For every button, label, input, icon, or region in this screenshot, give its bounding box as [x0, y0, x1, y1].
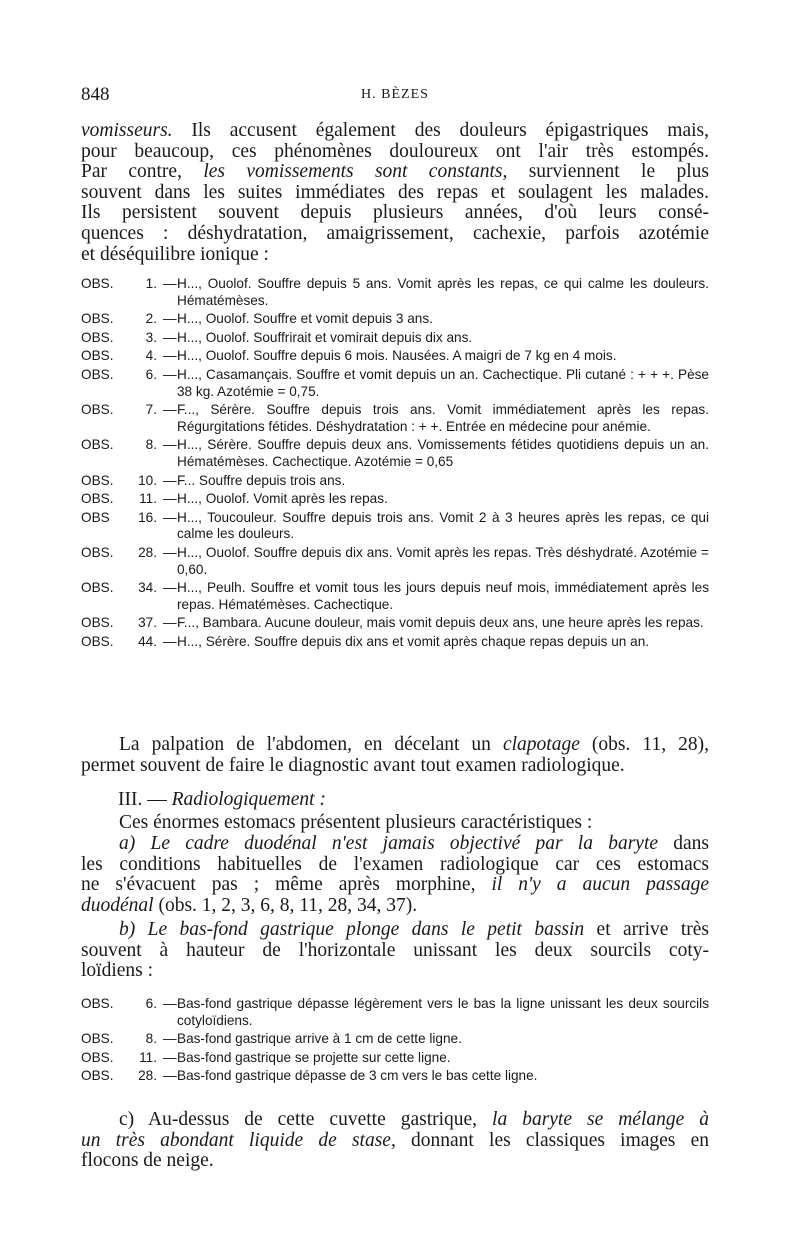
observation-label: OBS.: [81, 276, 114, 291]
observation-label: OBS.: [81, 544, 114, 560]
section-heading-radiology: III. — Radiologiquement :: [118, 789, 326, 810]
observation-entry: [81, 402, 709, 435]
page-header: [81, 84, 709, 108]
em-dash: —: [163, 996, 177, 1011]
em-dash: —: [163, 1031, 177, 1047]
observation-number: 4.: [145, 348, 157, 364]
observation-entry: [81, 330, 709, 347]
observation-entry: [81, 545, 709, 578]
observation-number: 7.: [145, 402, 157, 418]
em-dash: —: [163, 472, 177, 488]
observation-entry: [81, 615, 709, 632]
em-dash: —: [163, 402, 177, 418]
observation-text: Bas-fond gastrique dépasse légèrement vers le bas la ligne unissant les deux sourcils cotyloïdiens.: [177, 996, 709, 1028]
palpation-paragraph: La palpation de l'abdomen, en décelant un clapotage (obs. 11, 28), permet souvent de faire le diagnostic avant tout examen radiologique.: [81, 735, 709, 776]
observation-number: 8.: [145, 437, 157, 453]
observation-number: 1.: [145, 276, 157, 291]
observation-text: F... Souffre depuis trois ans.: [177, 472, 346, 488]
observation-label: OBS.: [81, 366, 114, 382]
em-dash: —: [163, 544, 177, 560]
observation-text: Bas-fond gastrique dépasse de 3 cm vers le bas cette ligne.: [177, 1068, 538, 1084]
em-dash: —: [163, 580, 177, 596]
observation-text: H..., Ouolof. Souffre et vomit depuis 3 ans.: [177, 311, 433, 327]
observation-number: 10.: [138, 472, 157, 488]
observation-entry: [81, 437, 709, 470]
observation-text: H..., Ouolof. Souffre depuis 6 mois. Nausées. A maigri de 7 kg en 4 mois.: [177, 348, 617, 364]
observation-entry: [81, 1031, 709, 1048]
observation-text: H..., Peulh. Souffre et vomit tous les jours depuis neuf mois, immédiatement après les repas. Hématémèses. Cachectique.: [177, 580, 709, 612]
paragraph-c-barium: c) Au-dessus de cette cuvette gastrique, la baryte se mélange à un très abondant liquide de stase, donnant les classiques images en flocons de neige.: [81, 1110, 709, 1172]
observation-number: 2.: [145, 311, 157, 327]
observation-number: 3.: [145, 329, 157, 345]
em-dash: —: [163, 311, 177, 327]
observation-entry: [81, 1050, 709, 1067]
observation-entry: [81, 1068, 709, 1085]
paragraph-b-gastric-fundus: b) Le bas-fond gastrique plonge dans le petit bassin et arrive très souvent à hauteur de l'horizontale unissant les deux sourcils coty- loïdiens :: [81, 920, 709, 982]
observation-text: H..., Ouolof. Souffre depuis 5 ans. Vomit après les repas, ce qui calme les douleurs. Hématémèses.: [177, 276, 709, 308]
observation-entry: [81, 634, 709, 651]
paragraph-a-duodenal-frame: a) Le cadre duodénal n'est jamais objectivé par la baryte dans les conditions habituelles de l'examen radiologique car ces estomacs ne s'évacuent pas ; même après morphine, il n'y a aucun passage duodénal (obs. 1, 2, 3, 6, 8, 11, 28, 34, 37).: [81, 834, 709, 916]
observation-label: OBS.: [81, 402, 114, 418]
observation-number: 44.: [138, 633, 157, 649]
intro-paragraph: vomisseurs. Ils accusent également des douleurs épigastriques mais, pour beaucoup, ces phénomènes douloureux ont l'air très estompés. Par contre, les vomissements sont constants, surviennent le plus souvent dans les suites immédiates des repas et soulagent les malades. Ils persistent souvent depuis plusieurs années, d'où leurs consé- quences : déshydratation, amaigrissement, cachexie, parfois azotémie et déséquilibre ionique :: [81, 121, 709, 265]
observation-entry: [81, 367, 709, 400]
observation-number: 11.: [139, 1049, 157, 1065]
observation-text: H..., Toucouleur. Souffre depuis trois ans. Vomit 2 à 3 heures après les repas, ce qui calme les douleurs.: [177, 509, 709, 542]
observation-number: 11.: [139, 491, 157, 507]
observation-label: OBS.: [81, 633, 114, 649]
em-dash: —: [163, 491, 177, 507]
observation-number: 28.: [138, 544, 157, 560]
em-dash: —: [163, 437, 177, 453]
em-dash: —: [163, 615, 177, 631]
observation-text: H..., Sérère. Souffre depuis deux ans. Vomissements fétides quotidiens depuis un an. Hématémèses. Cachectique. Azotémie = 0,65: [177, 437, 709, 469]
observation-label: OBS.: [81, 580, 114, 596]
observation-entry: [81, 580, 709, 613]
em-dash: —: [163, 276, 177, 291]
observation-label: OBS.: [81, 1031, 114, 1047]
observation-entry: [81, 510, 709, 543]
observation-entry: [81, 491, 709, 508]
observation-number: 8.: [145, 1031, 157, 1047]
observation-text: H..., Ouolof. Vomit après les repas.: [177, 491, 388, 507]
observation-label: OBS.: [81, 311, 114, 327]
em-dash: —: [163, 1068, 177, 1084]
observation-label: OBS.: [81, 615, 114, 631]
observation-number: 28.: [138, 1068, 157, 1084]
observation-text: H..., Ouolof. Souffre depuis dix ans. Vomit après les repas. Très déshydraté. Azotémie = 0,60.: [177, 544, 709, 577]
observation-number: 6.: [145, 996, 157, 1011]
observation-text: Bas-fond gastrique se projette sur cette ligne.: [177, 1049, 451, 1065]
observation-label: OBS.: [81, 491, 114, 507]
observation-text: H..., Ouolof. Souffrirait et vomirait depuis dix ans.: [177, 329, 473, 345]
observation-number: 37.: [138, 615, 157, 631]
page-number: 848: [81, 84, 110, 105]
observation-list-symptoms: [81, 276, 709, 652]
observation-list-fundus: [81, 996, 709, 1087]
observation-text: Bas-fond gastrique arrive à 1 cm de cette ligne.: [177, 1031, 462, 1047]
observation-label: OBS.: [81, 329, 114, 345]
observation-label: OBS: [81, 509, 110, 525]
observation-entry: [81, 473, 709, 490]
observation-label: OBS.: [81, 1049, 114, 1065]
observation-label: OBS.: [81, 472, 114, 488]
em-dash: —: [163, 329, 177, 345]
running-head-author: H. BÈZES: [361, 87, 429, 102]
em-dash: —: [163, 366, 177, 382]
em-dash: —: [163, 509, 177, 525]
observation-number: 16.: [138, 509, 157, 525]
observation-number: 6.: [145, 366, 157, 382]
observation-label: OBS.: [81, 996, 114, 1011]
observation-label: OBS.: [81, 437, 114, 453]
em-dash: —: [163, 633, 177, 649]
observation-text: H..., Casamançais. Souffre et vomit depuis un an. Cachectique. Pli cutané : + + +. Pèse 38 kg. Azotémie = 0,75.: [177, 366, 709, 399]
observation-text: F..., Bambara. Aucune douleur, mais vomit depuis deux ans, une heure après les repas.: [177, 615, 704, 631]
observation-entry: [81, 311, 709, 328]
em-dash: —: [163, 348, 177, 364]
observation-label: OBS.: [81, 1068, 114, 1084]
observation-number: 34.: [138, 580, 157, 596]
observation-label: OBS.: [81, 348, 114, 364]
characteristics-intro: Ces énormes estomacs présentent plusieurs caractéristiques :: [119, 813, 593, 833]
observation-text: F..., Sérère. Souffre depuis trois ans. Vomit immédiatement après les repas. Régurgitations fétides. Déshydratation : + +. Entrée en médecine pour anémie.: [177, 402, 709, 434]
em-dash: —: [163, 1049, 177, 1065]
observation-entry: [81, 348, 709, 365]
observation-entry: [81, 276, 709, 309]
observation-entry: [81, 996, 709, 1029]
observation-text: H..., Sérère. Souffre depuis dix ans et vomit après chaque repas depuis un an.: [177, 633, 650, 649]
